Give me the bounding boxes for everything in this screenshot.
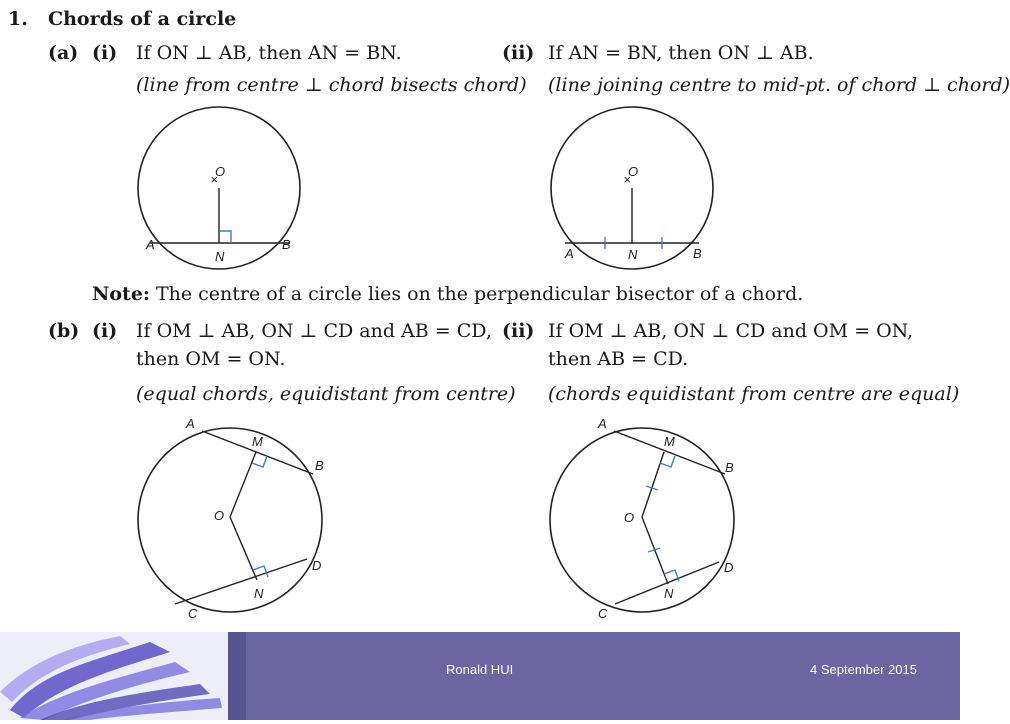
- label-m: M: [252, 434, 263, 449]
- label-a: A: [146, 237, 155, 252]
- label-b: B: [315, 458, 324, 473]
- part-b-ii-label: (ii): [502, 320, 535, 342]
- part-a-i-label: (i): [92, 42, 118, 64]
- footer-bar: [0, 632, 960, 720]
- label-a: A: [186, 416, 195, 431]
- segment-on: [230, 517, 257, 580]
- label-o: O: [624, 510, 635, 525]
- circle: [550, 428, 734, 612]
- label-o: O: [215, 164, 226, 179]
- note-text: The centre of a circle lies on the perpendicular bisector of a chord.: [155, 283, 804, 305]
- part-a-i-statement: If ON ⊥ AB, then AN = BN.: [136, 42, 402, 64]
- label-n: N: [254, 586, 264, 601]
- diagram-a-ii: [543, 100, 733, 280]
- part-b-ii-statement-2: then AB = CD.: [548, 348, 689, 370]
- book-stack-logo: [0, 632, 228, 720]
- diagram-a-i: [130, 100, 320, 280]
- label-o: O: [214, 508, 225, 523]
- part-b-i-label: (i): [92, 320, 118, 342]
- part-a-ii-label: (ii): [502, 42, 535, 64]
- note: [92, 285, 803, 304]
- section-number: 1.: [8, 8, 28, 30]
- part-b-i-reason: (equal chords, equidistant from centre): [136, 383, 516, 405]
- label-o: O: [628, 164, 639, 179]
- label-b: B: [282, 237, 291, 252]
- label-a: A: [598, 416, 607, 431]
- chord-cd: [175, 559, 307, 604]
- footer-date: 4 September 2015: [810, 662, 917, 677]
- centre-mark: ×: [210, 172, 218, 187]
- right-angle-mark: [219, 231, 231, 243]
- book-stack-icon: [0, 632, 228, 720]
- label-m: M: [664, 434, 675, 449]
- part-a-label: (a): [48, 42, 79, 64]
- label-n: N: [215, 249, 225, 264]
- footer-author: Ronald HUI: [446, 662, 514, 677]
- label-b: B: [693, 246, 702, 261]
- part-b-label: (b): [48, 320, 80, 342]
- label-n: N: [664, 586, 674, 601]
- section-title: Chords of a circle: [48, 8, 237, 30]
- part-b-i-statement-1: If OM ⊥ AB, ON ⊥ CD and AB = CD,: [136, 320, 492, 342]
- centre-mark: ×: [623, 172, 631, 187]
- label-d: D: [312, 558, 322, 573]
- label-b: B: [725, 460, 734, 475]
- label-a: A: [565, 246, 574, 261]
- note-label: Note:: [92, 283, 150, 305]
- label-c: C: [598, 606, 608, 621]
- segment-om: [642, 452, 664, 517]
- label-c: C: [188, 606, 198, 621]
- footer-divider: [228, 632, 246, 720]
- part-b-ii-statement-1: If OM ⊥ AB, ON ⊥ CD and OM = ON,: [548, 320, 914, 342]
- diagram-b-ii: [542, 412, 752, 630]
- part-a-ii-statement: If AN = BN, then ON ⊥ AB.: [548, 42, 814, 64]
- part-b-i-statement-2: then OM = ON.: [136, 348, 286, 370]
- part-b-ii-reason: (chords equidistant from centre are equal): [548, 383, 960, 405]
- label-d: D: [724, 560, 734, 575]
- circle: [138, 428, 322, 612]
- diagram-b-i: [130, 412, 340, 630]
- part-a-ii-reason: (line joining centre to mid-pt. of chord ⊥ chord): [548, 74, 1010, 96]
- segment-om: [230, 452, 256, 517]
- label-n: N: [628, 247, 638, 262]
- part-a-i-reason: (line from centre ⊥ chord bisects chord): [136, 74, 527, 96]
